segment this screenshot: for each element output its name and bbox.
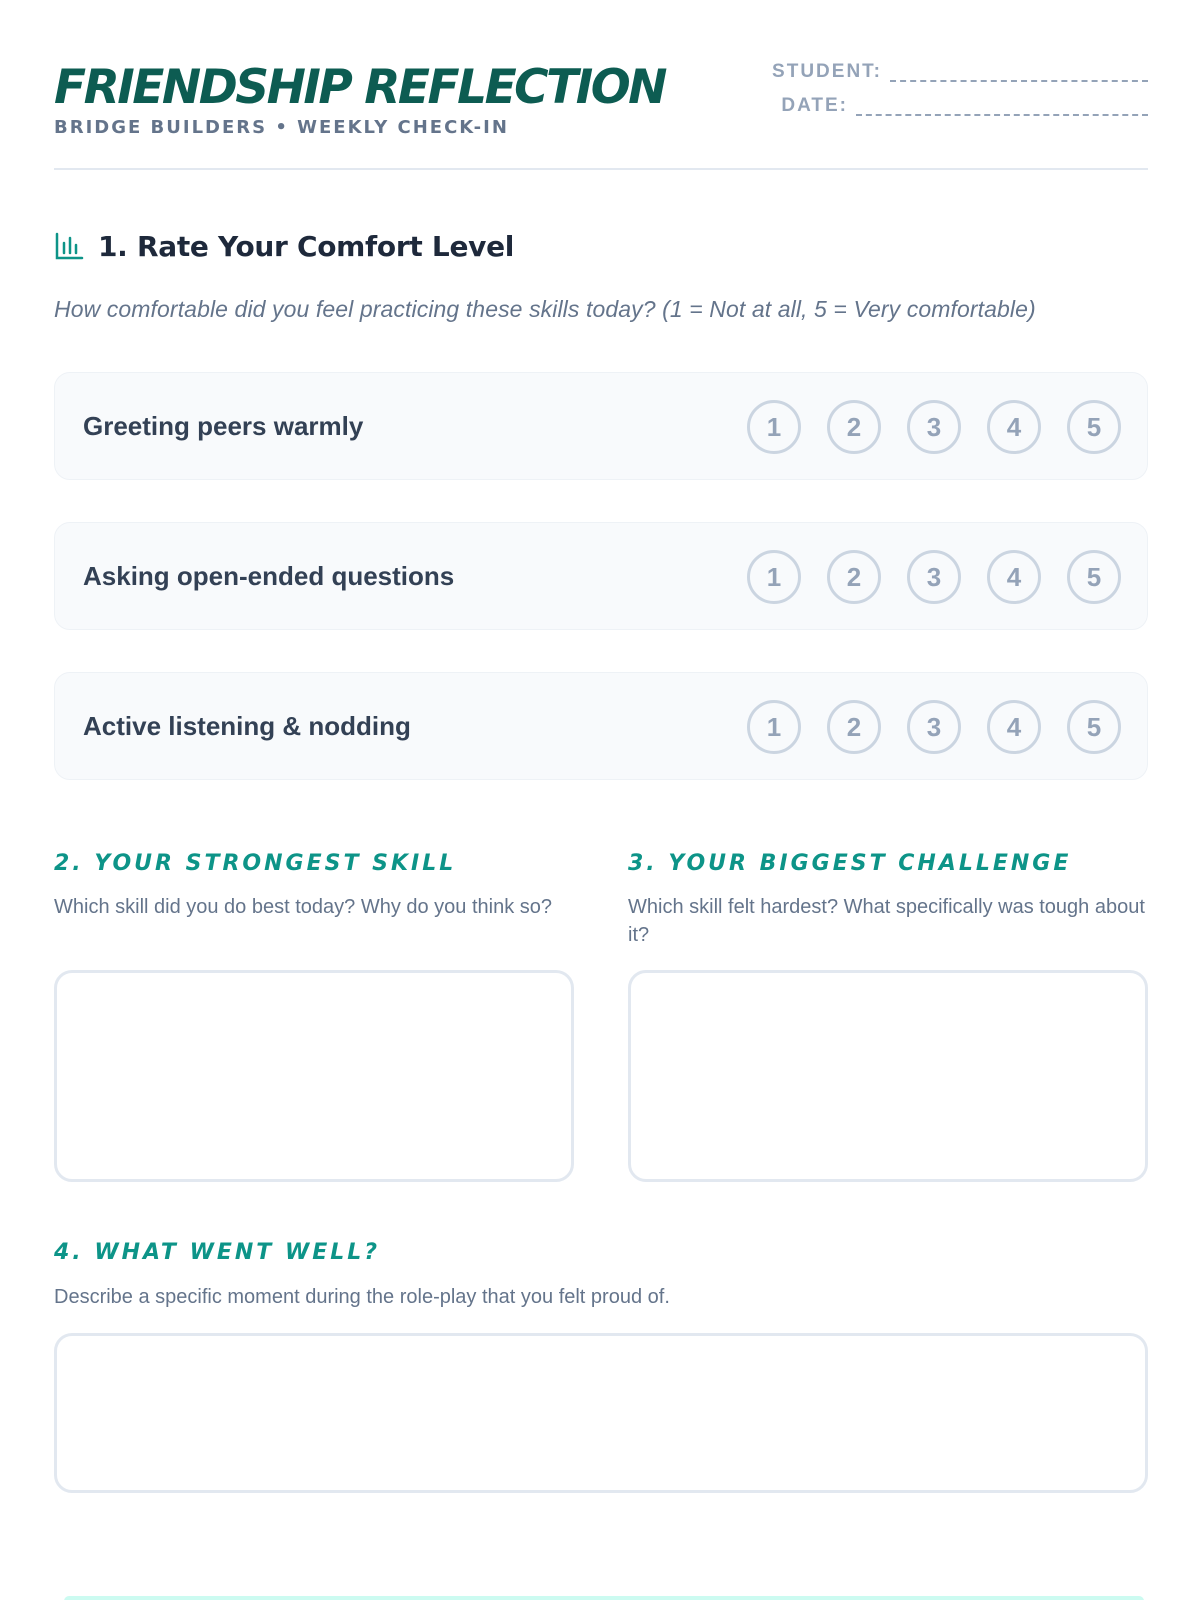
rating-option-4[interactable]: 4	[987, 550, 1041, 604]
rating-option-2[interactable]: 2	[827, 550, 881, 604]
student-label: STUDENT:	[772, 61, 882, 82]
rating-option-4[interactable]: 4	[987, 400, 1041, 454]
rating-row-questions	[54, 522, 1148, 630]
date-row	[728, 88, 1148, 122]
section-2-title: 2. YOUR STRONGEST SKILL	[54, 851, 457, 876]
date-field[interactable]	[856, 96, 1148, 116]
rating-scale	[721, 400, 1121, 454]
skill-label: Greeting peers warmly	[83, 411, 364, 441]
skill-label: Active listening & nodding	[83, 711, 411, 741]
section-3-description: Which skill felt hardest? What specifically was tough about it?	[628, 896, 1145, 946]
rating-option-5[interactable]: 5	[1067, 550, 1121, 604]
worksheet-header	[54, 54, 1148, 170]
section-4-title: 4. WHAT WENT WELL?	[54, 1240, 381, 1265]
footer-decoration	[64, 1596, 1144, 1600]
what-went-well-answer-box[interactable]	[54, 1333, 1148, 1493]
rating-option-4[interactable]: 4	[987, 700, 1041, 754]
student-name-row	[728, 54, 1148, 88]
section-1-heading	[54, 226, 514, 266]
rating-option-3[interactable]: 3	[907, 400, 961, 454]
biggest-challenge-answer-box[interactable]	[628, 970, 1148, 1182]
date-label: DATE:	[781, 95, 848, 116]
rating-option-1[interactable]: 1	[747, 550, 801, 604]
rating-scale	[721, 700, 1121, 754]
bar-chart-icon	[54, 231, 84, 261]
strongest-skill-answer-box[interactable]	[54, 970, 574, 1182]
rating-scale	[721, 550, 1121, 604]
worksheet-subtitle: BRIDGE BUILDERS • WEEKLY CHECK-IN	[54, 117, 509, 138]
rating-option-5[interactable]: 5	[1067, 700, 1121, 754]
rating-option-3[interactable]: 3	[907, 550, 961, 604]
rating-option-2[interactable]: 2	[827, 400, 881, 454]
skill-label: Asking open-ended questions	[83, 561, 455, 591]
student-name-field[interactable]	[890, 62, 1148, 82]
section-4-description: Describe a specific moment during the role-play that you felt proud of.	[54, 1286, 670, 1308]
student-info	[728, 54, 1148, 122]
rating-option-1[interactable]: 1	[747, 700, 801, 754]
worksheet-title: FRIENDSHIP REFLECTION	[54, 60, 666, 115]
rating-option-1[interactable]: 1	[747, 400, 801, 454]
section-1-title: 1. Rate Your Comfort Level	[98, 229, 515, 263]
rating-option-3[interactable]: 3	[907, 700, 961, 754]
rating-row-greeting	[54, 372, 1148, 480]
rating-option-2[interactable]: 2	[827, 700, 881, 754]
section-3-title: 3. YOUR BIGGEST CHALLENGE	[628, 851, 1072, 876]
rating-row-listening	[54, 672, 1148, 780]
rating-instructions: How comfortable did you feel practicing these skills today? (1 = Not at all, 5 = Very comfortable)	[54, 296, 1036, 322]
rating-option-5[interactable]: 5	[1067, 400, 1121, 454]
section-2-description: Which skill did you do best today? Why do you think so?	[54, 896, 553, 918]
